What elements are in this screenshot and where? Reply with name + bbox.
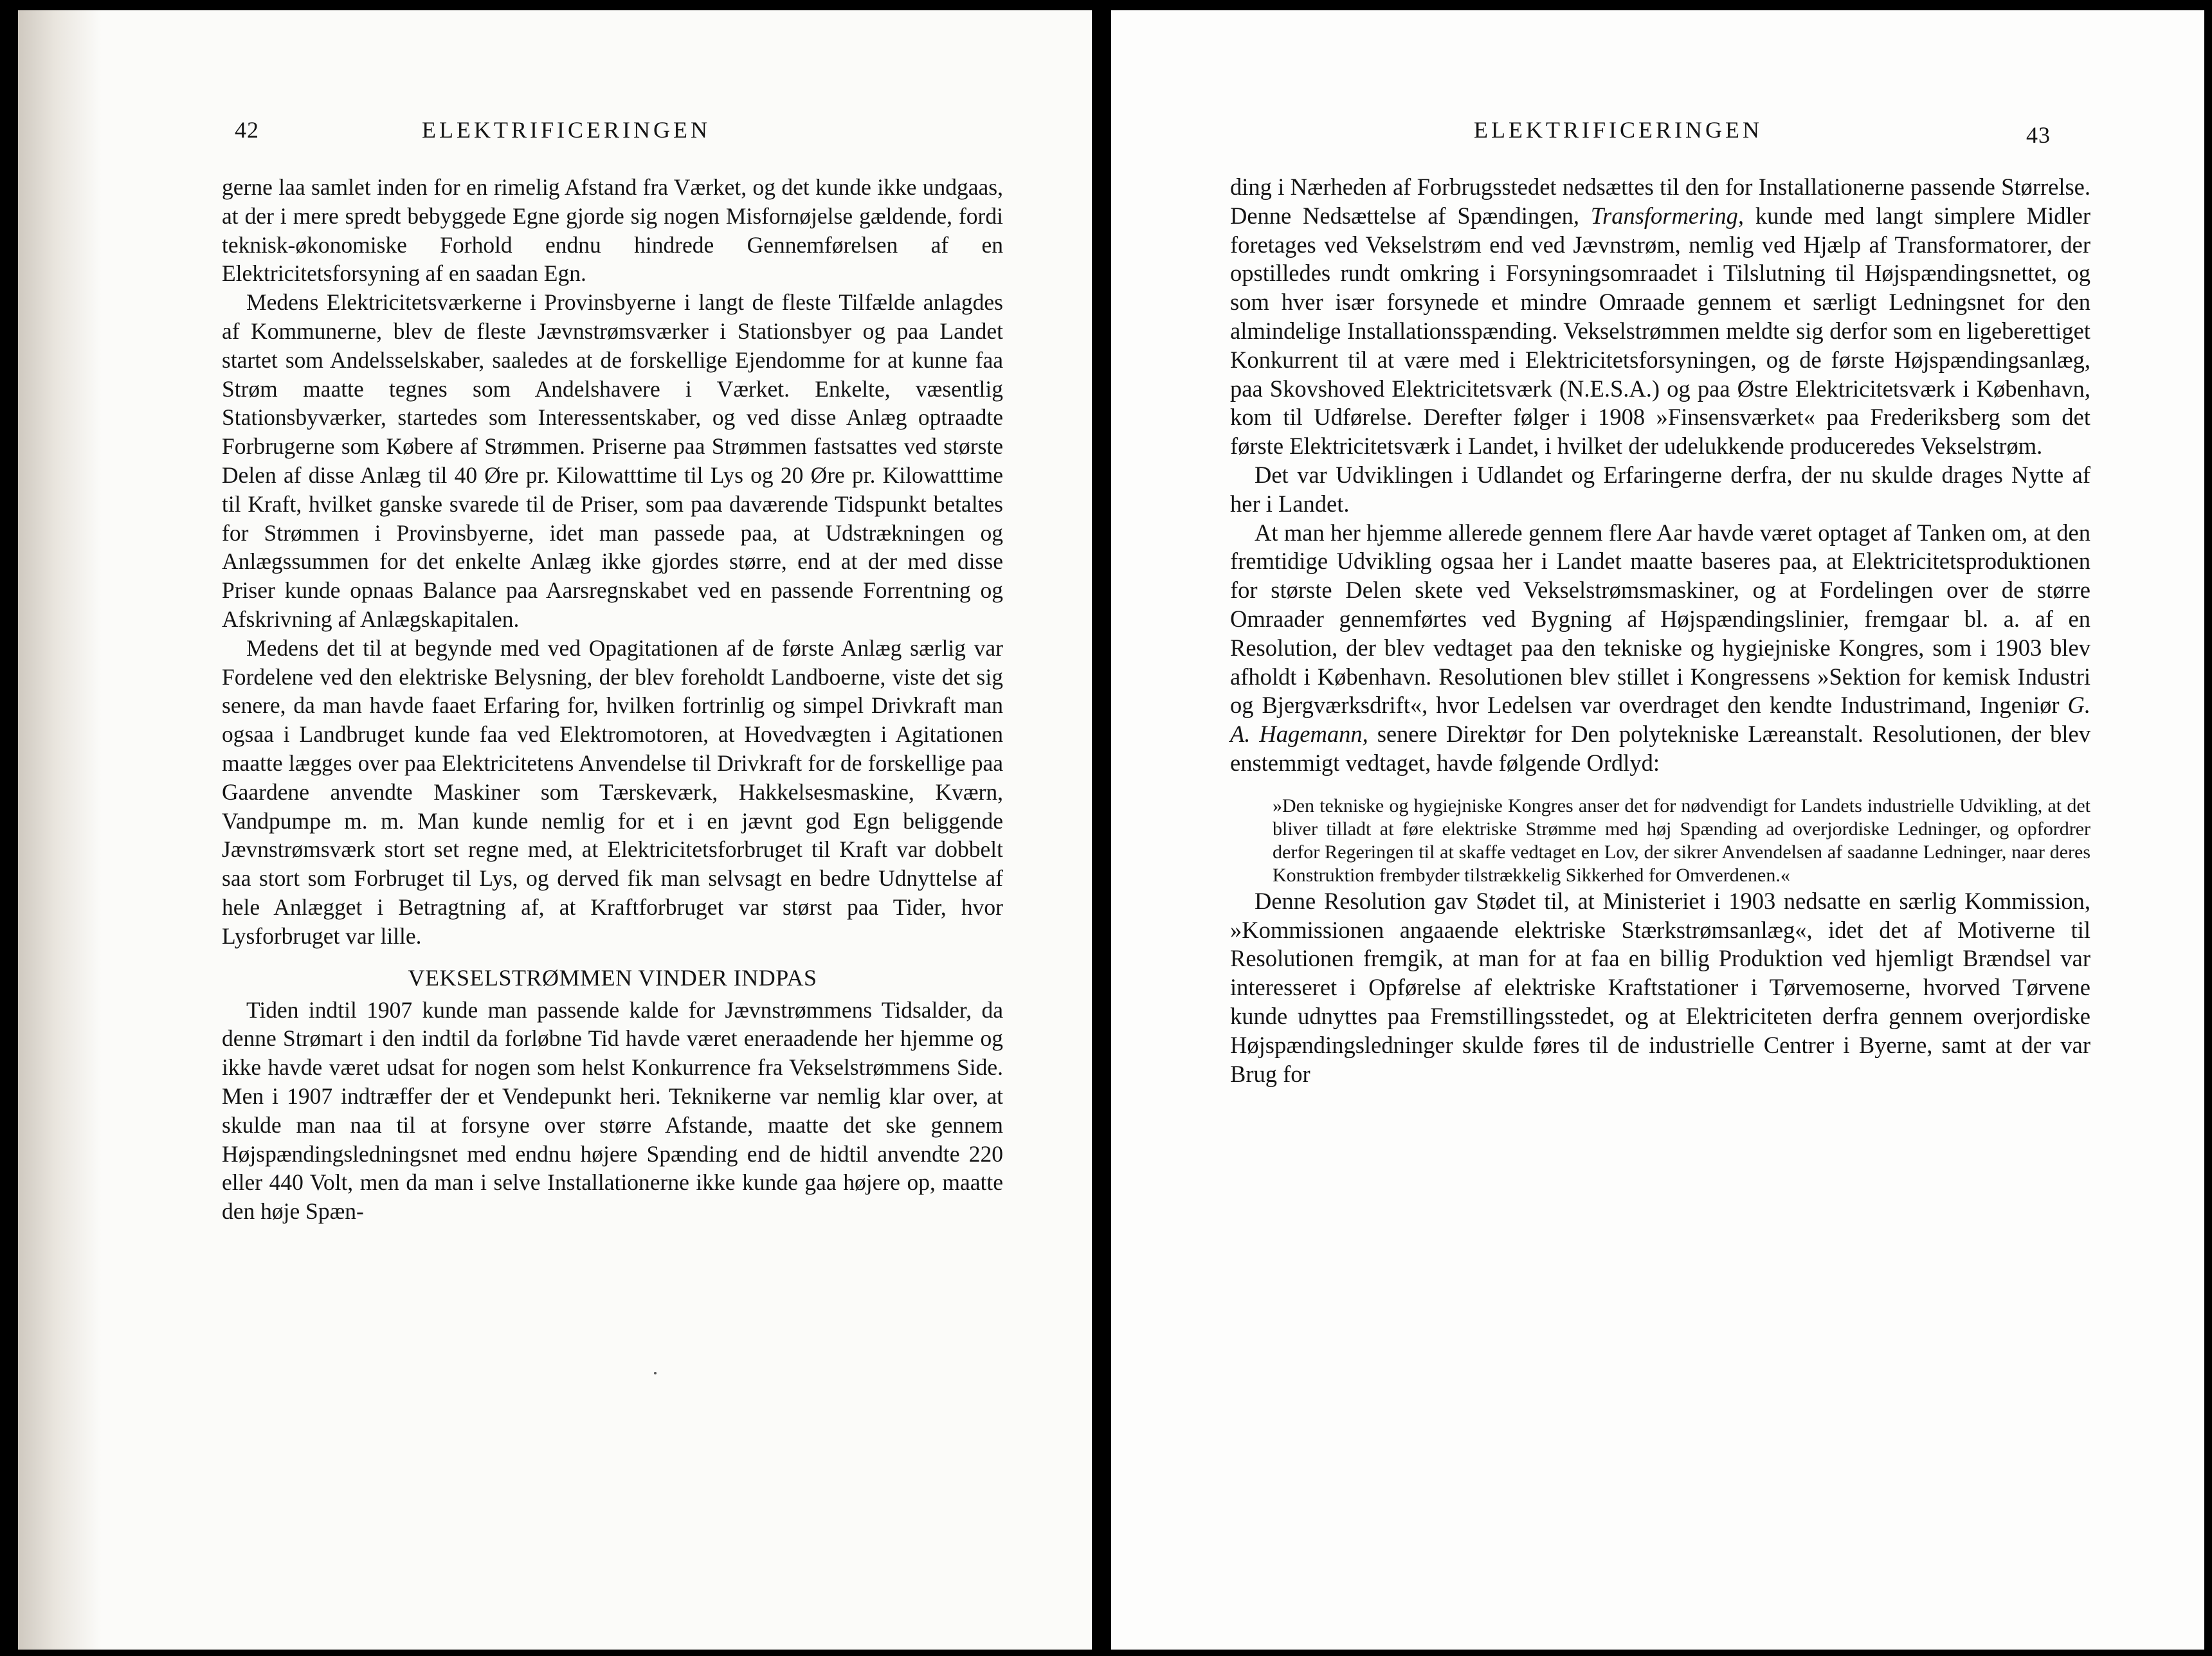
page-number: 42 [235,117,259,143]
text-column [222,173,1003,1226]
left-page [18,10,1092,1650]
block-quote [1273,795,2090,887]
paragraph: Det var Udviklingen i Udlandet og Erfaringerne derfra, der nu skulde drages Nytte af her i Landet. [1230,461,2090,517]
italic-name: G. A. Hagemann, [1230,692,2090,748]
paragraph: Tiden indtil 1907 kunde man passende kalde for Jævnstrømmens Tidsalder, da denne Strømart i den indtil da forløbne Tid havde været eneraadende her hjemme og ikke havde været udsat for nogen som helst Konkurrence fra Vekselstrømmens Side. Men i 1907 indtræffer der et Vendepunkt heri. Teknikerne var nemlig klar over, at skulde man naa til at forsyne over større Afstande, maatte det ske gennem Højspændingsledningsnet med endnu højere Spænding end de hidtil anvendte 220 eller 440 Volt, men da man i selve Installationerne ikke kunde gaa højere op, maatte den høje Spæn- [222,996,1003,1225]
running-head: ELEKTRIFICERINGEN [1474,117,1763,143]
paragraph: Medens det til at begynde med ved Opagitationen af de første Anlæg særlig var Fordelene ved den elektriske Belysning, der blev foreholdt Landboerne, viste det sig senere, da man havde faaet Erfaring for, hvilken fortrinlig og simpel Drivkraft man ogsaa i Landbruget kunde faa ved Elektromotoren, at Hovedvægten i Agitationen maatte lægges over paa Elektricitetens Anvendelse til Drivkraft for de forskellige paa Gaardene anvendte Maskiner som Tærskeværk, Hakkelsesmaskine, Kværn, Vandpumpe m. m. Man kunde nemlig for et i en jævnt god Egn beliggende Jævnstrømsværk stort set regne med, at Elektricitetsforbruget til Kraft var dobbelt saa stort som Forbruget til Lys, og derved fik man selvsagt en bedre Udnyttelse af hele Anlægget i Betragtning af, at Kraftforbruget var størst paa Tider, hvor Lysforbruget var lille. [222,634,1003,949]
page-gutter-shadow [18,10,102,1650]
quote-text: »Den tekniske og hygiejniske Kongres anser det for nødvendigt for Landets industrielle Udvikling, at det bliver tilladt at føre elektriske Strømme med høj Spænding ad overjordiske Ledninger, og opfordrer derfor Regeringen til at skaffe vedtaget en Lov, der sikrer Anvendelsen af saadanne Ledninger, naar deres Konstruktion frembyder tilstrækkelig Sikkerhed for Omverdenen.« [1273,795,2090,886]
paragraph: Medens Elektricitetsværkerne i Provinsbyerne i langt de fleste Tilfælde anlagdes af Kommunerne, blev de fleste Jævnstrømsværker i Stationsbyer og paa Landet startet som Andelsselskaber, saaledes at de forskellige Ejendomme for at kunne faa Strøm maatte tegnes som Andelshavere i Værket. Enkelte, væsentlig Stationsbyværker, startedes som Interessentskaber, og ved disse Anlæg optraadte Forbrugerne som Købere af Strømmen. Priserne paa Strømmen fastsattes ved største Delen af disse Anlæg til 40 Øre pr. Kilowatttime til Lys og 20 Øre pr. Kilowatttime til Kraft, hvilket ganske svarede til de Priser, som paa daværende Tidspunkt betaltes for Strømmen i Provinsbyerne, idet man passede paa, at Udstrækningen og Anlægssummen for det enkelte Anlæg ikke gjordes større, end at der med disse Priser kunde opnaas Balance paa Aarsregnskabet ved en passende Forrentning og Afskrivning af Anlægskapitalen. [222,289,1003,632]
running-head: ELEKTRIFICERINGEN [422,117,711,143]
text-column [1230,173,2090,1088]
italic-term: Transformering, [1590,202,1745,229]
page-number: 43 [2026,122,2051,148]
paragraph: At man her hjemme allerede gennem flere Aar havde været optaget af Tanken om, at den fremtidige Udvikling ogsaa her i Landet maatte baseres paa, at Elektricitetsproduktionen for største Delen skete ved Vekselstrømsmaskiner, og at Fordelingen over de større Omraader gennemførtes ved Bygning af Højspændingslinier, fremgaar bl. a. af en Resolution, der blev vedtaget paa den tekniske og hygiejniske Kongres, som i 1903 blev afholdt i København. Resolutionen blev stillet i Kongressens »Sektion for kemisk Industri og Bjergværksdrift«, hvor Ledelsen var overdraget den kendte Industrimand, Ingeniør G. A. Hagemann, senere Direktør for Den polytekniske Læreanstalt. Resolutionen, der blev enstemmigt vedtaget, havde følgende Ordlyd: [1230,519,2091,776]
section-heading: VEKSELSTRØMMEN VINDER INDPAS [408,964,817,991]
paragraph: Denne Resolution gav Stødet til, at Ministeriet i 1903 nedsatte en særlig Kommission, »Kommissionen angaaende elektriske Stærkstrømsanlæg«, idet det af Motiverne til Resolutionen fremgik, at man for at faa en billig Produktion ved hjemligt Brændsel var interesseret i Opførelse af elektriske Kraftstationer i Tørvemoserne, hvorved Tørvene kunde udnyttes paa Fremstillingsstedet, og at Elektriciteten derfra gennem overjordiske Højspændingsledninger skulde føres til de industrielle Centrer i Byerne, samt at der var Brug for [1230,887,2090,1087]
paragraph: gerne laa samlet inden for en rimelig Afstand fra Værket, og det kunde ikke undgaas, at der i mere spredt bebyggede Egne gjorde sig nogen Misfornøjelse gældende, fordi teknisk-økonomiske Forhold endnu hindrede Gennemførelsen af en Elektricitetsforsyning af en saadan Egn. [222,174,1003,287]
right-page [1111,10,2204,1650]
paragraph: ding i Nærheden af Forbrugsstedet nedsættes til den for Installationerne passende Størrelse. Denne Nedsættelse af Spændingen, Transformering, kunde med langt simplere Midler foretages ved Vekselstrøm end ved Jævnstrøm, nemlig ved Hjælp af Transformatorer, der opstilledes rundt omkring i Forsyningsomraadet i Tilslutning til Højspændingsnettet, og som hver især forsynede et mindre Omraade gennem et særligt Ledningsnet for den almindelige Installationsspænding. Vekselstrømmen meldte sig derfor som en ligeberettiget Konkurrent til at være med i Elektricitetsforsyningen, og de første Højspændingsanlæg, paa Skovshoved Elektricitetsværk (N.E.S.A.) og paa Østre Elektricitetsværk i København, kom til Udførelse. Derefter følger i 1908 »Finsensværket« paa Frederiksberg som det første Elektricitetsværk i Landet, i hvilket der udelukkende produceredes Vekselstrøm. [1230,174,2090,460]
print-speck [654,1372,657,1374]
